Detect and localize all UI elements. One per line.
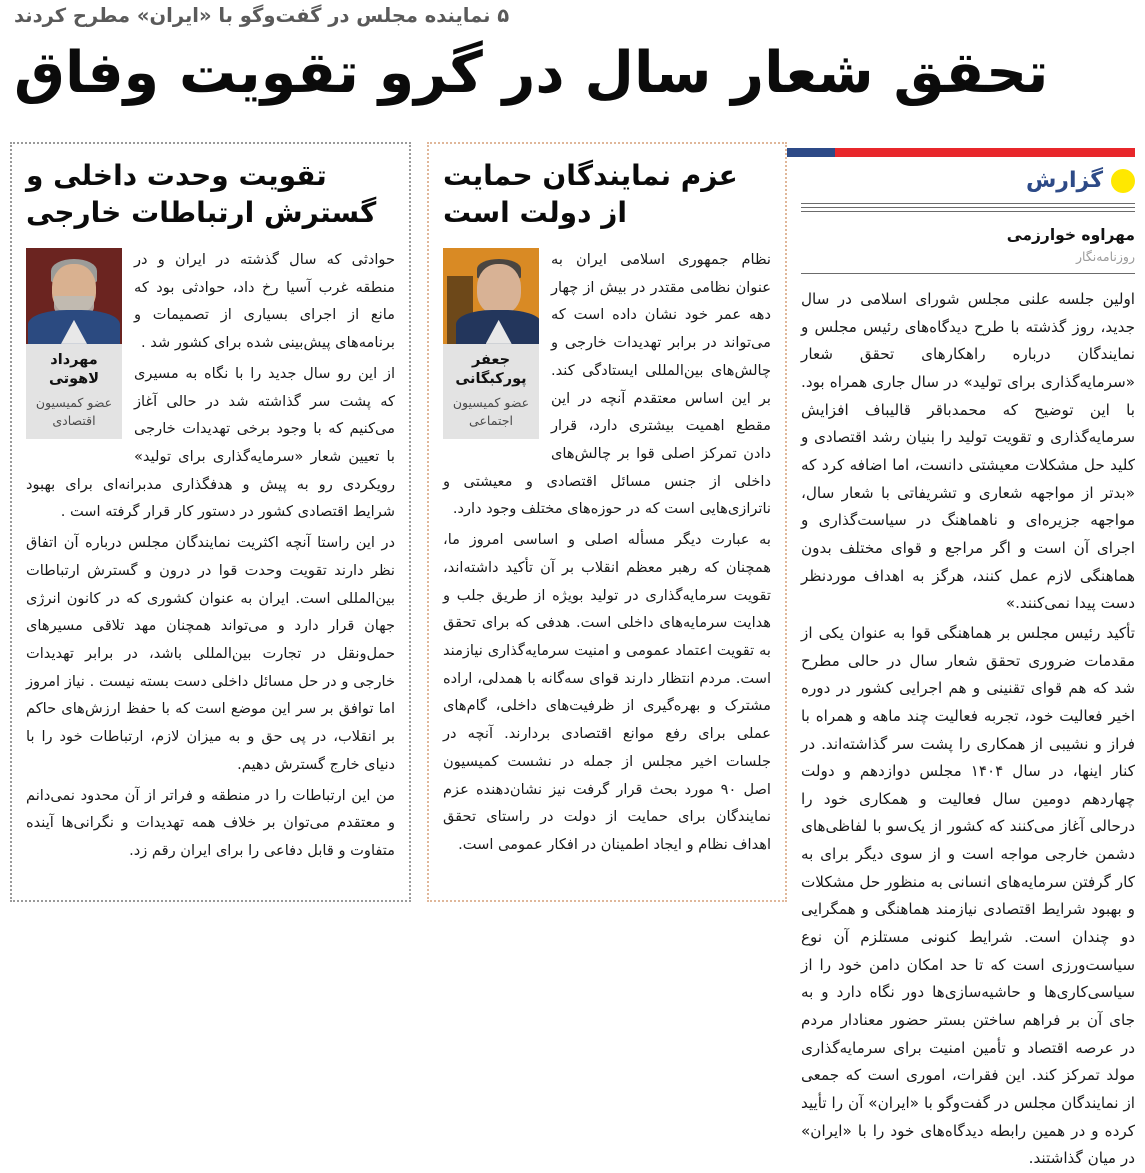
- left-paragraph: من این ارتباطات را در منطقه و فراتر از آن محدود نمی‌دانم و معتقدم می‌توان بر خلاف همه تهدیدات و نگرانی‌ها آینده متفاوت و قابل دفاعی را برای ایران رقم زد.: [26, 786, 395, 859]
- byline-rule: [801, 273, 1135, 274]
- left-portrait-block: [26, 248, 122, 439]
- byline-name: مهراوه خوارزمی: [1006, 226, 1135, 244]
- middle-portrait-block: [443, 248, 539, 439]
- portrait-name: جعفر پورکبگانی: [455, 351, 527, 388]
- flag-bar-blue: [787, 148, 835, 157]
- kicker-text: ۵ نماینده مجلس در گفت‌وگو با «ایران» مطرح کردند: [14, 4, 510, 27]
- left-paragraph: حوادثی که سال گذشته در ایران و در منطقه غرب آسیا رخ داد، حوادثی بود که مانع از اجرای بسیاری از تصمیمات و برنامه‌های پیش‌بینی شده برای کشور شد .: [134, 250, 395, 352]
- rule-line-2: [801, 207, 1135, 208]
- page-title: تحقق شعار سال در گرو تقویت وفاق: [14, 40, 1049, 107]
- portrait-caption: [26, 344, 122, 439]
- flag-bar-red: [835, 148, 1135, 157]
- left-paragraph: در این راستا آنچه اکثریت نمایندگان مجلس درباره آن اتفاق نظر دارند تقویت وحدت قوا در درون و گسترش ارتباطات بین‌المللی است. ایران به عنوان کشوری که در کانون انرژی جهان قرار دارد و می‌تواند همچنان مهد تلاقی مسیرهای حمل‌ونقل در تجارت بین‌المللی باشد، در برابر تهدیدات خارجی و در حل مسائل داخلی دست بسته نیست . نیاز امروز اما توافق بر سر این موضع است که با حفظ ارزش‌های حاکم بر انقلاب، در پی حق و به میزان لازم، ارتباطات خود را با دنیای خارج گسترش دهیم.: [26, 534, 395, 773]
- left-article-headline: تقویت وحدت داخلی و گسترش ارتباطات خارجی: [26, 159, 377, 229]
- yellow-dot-icon: [1111, 169, 1135, 193]
- left-paragraph: از این رو سال جدید را با نگاه به مسیری که پشت سر گذاشته شد در حالی آغاز می‌کنیم که با وجود برخی تهدیدات خارجی با تعیین شعار «سرمایه‌گذاری برای تولید» رویکردی رو به پیش و هدفگذاری مدبرانه‌ای برای بهبود شرایط اقتصادی کشور در دستور کار قرار گرفته است .: [26, 364, 395, 521]
- rule-line-3: [801, 211, 1135, 212]
- portrait-caption: [443, 344, 539, 439]
- portrait-role: عضو کمیسیون اقتصادی: [35, 395, 113, 429]
- middle-paragraph: نظام جمهوری اسلامی ایران به عنوان نظامی مقتدر در بیش از چهار دهه عمر خود نشان داده است که می‌تواند در برابر تهدیدات خارجی و چالش‌های بین‌المللی ایستادگی کند. بر این اساس معتقدم آنچه در این مقطع اهمیت بیشتری دارد، قرار دادن تمرکز اصلی قوا بر چالش‌های داخلی از جنس مسائل اقتصادی و معیشتی و ناترازی‌هایی است که در حوزه‌های مختلف وجود دارد.: [443, 250, 771, 518]
- byline-role: روزنامه‌نگار: [1075, 249, 1135, 264]
- middle-article-column: [427, 142, 787, 902]
- report-paragraph: تأکید رئیس مجلس بر هماهنگی قوا به عنوان یکی از مقدمات ضروری تحقق شعار سال در حالی مطرح شد که هم قوای تقنینی و هم اجرایی کشور در دوره اخیر فعالیت خود، تجربه فعالیت چند ماهه و همراه با فراز و نشیبی از همکاری را پشت سر گذاشته‌اند. در کنار اینها، در سال ۱۴۰۴ مجلس دوازدهم و دولت چهاردهم دومین سال فعالیت و همکاری خود را درحالی آغاز می‌کنند که کشور از یک‌سو با لفاظی‌های دشمن خارجی مواجه است و از سوی دیگر برای به کار گرفتن سرمایه‌های انسانی به منظور حل مشکلات و بهبود شرایط اقتصادی نیازمند هماهنگی و همگرایی دو چندان است. شرایط کنونی مستلزم آن نوع سیاست‌ورزی است که تا حد امکان دامن خود را از سیاسی‌کاری‌ها و حاشیه‌سازی‌ها دور نگاه دارد و به جای آن بر فراهم ساختن بستر حضور معنادار مردم در عرصه اقتصاد و تأمین امنیت برای سرمایه‌گذاری مولد تمرکز کند. این فقرات، اموری است که جمعی از نمایندگان مجلس در گفت‌وگو با «ایران» آن را تأیید کرده و در همین رابطه دیدگاه‌های خود را با «ایران» در میان گذاشتند.: [801, 623, 1135, 1168]
- portrait-photo: [443, 248, 539, 344]
- middle-paragraph: به عبارت دیگر مسأله اصلی و اساسی امروز ما، همچنان که رهبر معظم انقلاب بر آن تأکید داشته‌اند، تقویت سرمایه‌گذاری در تولید بویژه از طریق جلب و هدایت سرمایه‌های داخلی است. هدفی که برای تحقق به تقویت اعتماد عمومی و امنیت سرمایه‌گذاری نیازمند است. مردم انتظار دارند قوای سه‌گانه با همدلی، اراده مشترک و بهره‌گیری از ظرفیت‌های داخلی، گام‌های عملی برای رفع موانع اقتصادی بردارند. آنچه در جلسات اخیر مجلس از جمله در نشست کمیسیون اصل ۹۰ مورد بحث قرار گرفت نیز نشان‌دهنده عزم نمایندگان برای حمایت از دولت در راستای تحقق اهداف نظام و ایجاد اطمینان در افکار عمومی است.: [443, 531, 771, 853]
- report-paragraph: اولین جلسه علنی مجلس شورای اسلامی در سال جدید، روز گذشته با طرح دیدگاه‌های رئیس مجلس و نمایندگان درباره راهکارهای تحقق شعار «سرمایه‌گذاری برای تولید» در سال جاری همراه بود. با این توضیح که محمدباقر قالیباف افزایش سرمایه‌گذاری و تقویت تولید را بنیان رشد اقتصادی و کلید حل مشکلات معیشتی دانست، اما اضافه کرد که «بدتر از مواجهه شعاری و تشریفاتی با شعار سال، مواجهه جزیره‌ای و ناهماهنگ در سیاست‌گذاری و اجرای آن است و اگر مراجع و قوای مختلف بدون هماهنگی لازم عمل کنند، هرگز به اهداف موردنظر دست پیدا نمی‌کنند.»: [801, 290, 1135, 613]
- middle-article-body: [443, 246, 771, 859]
- article-columns: [0, 148, 1145, 1168]
- section-label: گزارش: [1025, 168, 1103, 193]
- portrait-name: مهرداد لاهوتی: [48, 351, 100, 388]
- section-header: [801, 169, 1135, 193]
- portrait-photo: [26, 248, 122, 344]
- masthead: [0, 0, 1145, 108]
- portrait-head: [477, 264, 521, 314]
- portrait-role: عضو کمیسیون اجتماعی: [452, 395, 530, 429]
- left-article-column: [10, 142, 411, 902]
- middle-article-headline: عزم نمایندگان حمایت از دولت است: [443, 159, 738, 229]
- rule-line-1: [801, 203, 1135, 204]
- header-rules: [801, 203, 1135, 212]
- left-article-body: [26, 246, 395, 865]
- report-body: [801, 286, 1135, 1173]
- report-column: [787, 148, 1145, 1168]
- byline: [801, 226, 1135, 274]
- flag-bar: [787, 148, 1135, 157]
